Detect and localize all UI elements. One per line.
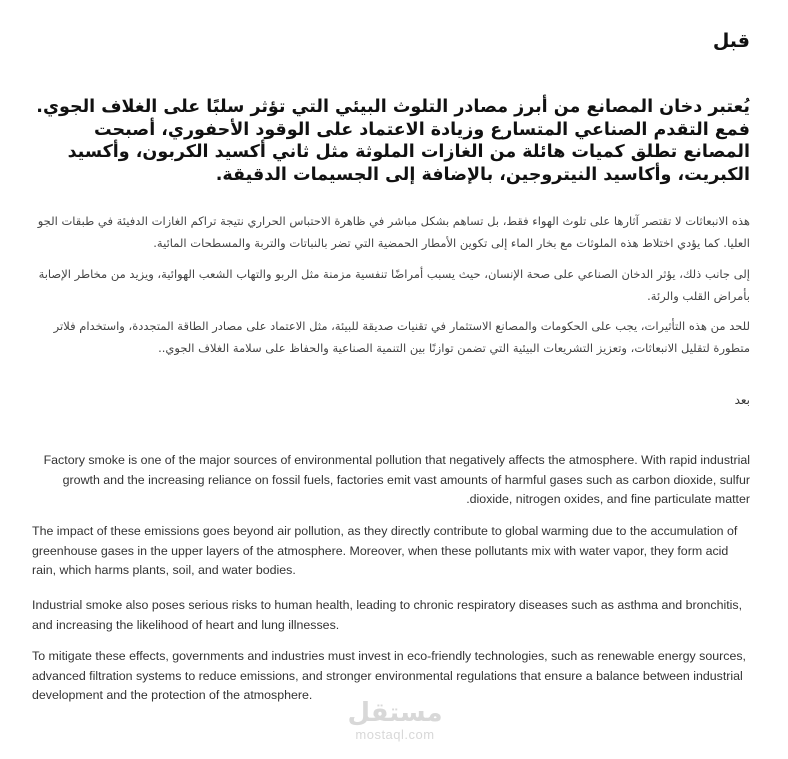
arabic-paragraph-2: إلى جانب ذلك، يؤثر الدخان الصناعي على صحة الإنسان، حيث يسبب أمراضًا تنفسية مزمنة مثل الربو والتهاب الشعب الهوائية، ويزيد من مخاطر الإصابة بأمراض القلب والرئة. xyxy=(38,267,750,303)
english-paragraph-1: Factory smoke is one of the major sources of environmental pollution that negatively affects the atmosphere. With rapid industrial growth and the increasing reliance on fossil fuels, factories emit vast amounts of harmful gases such as carbon dioxide, sulfur dioxide, nitrogen oxides, and fine particulate matter. xyxy=(43,453,750,506)
english-paragraph-3: Industrial smoke also poses serious risks to human health, leading to chronic respiratory diseases such as asthma and bronchitis, and increasing the likelihood of heart and lung illnesses. xyxy=(32,598,743,632)
before-label: قبل xyxy=(712,30,750,52)
after-label: بعد xyxy=(734,393,750,407)
arabic-lead-paragraph: يُعتبر دخان المصانع من أبرز مصادر التلوث البيئي التي تؤثر سلبًا على الغلاف الجوي. فمع التقدم الصناعي المتسارع وزيادة الاعتماد على الوقود الأحفوري، أصبحت المصانع تطلق كميات هائلة من الغازات الملوثة مثل ثاني أكسيد الكربون، وأكسيد الكبريت، وأكاسيد النيتروجين، بالإضافة إلى الجسيمات الدقيقة. xyxy=(36,97,750,185)
watermark-domain: mostaql.com xyxy=(355,727,435,742)
mostaql-watermark xyxy=(340,698,450,742)
english-paragraph-4: To mitigate these effects, governments and industries must invest in eco-friendly technologies, such as renewable energy sources, advanced filtration systems to reduce emissions, and stronger environmental regulations that ensure a balance between industrial development and the protection of the atmosphere. xyxy=(32,649,746,702)
english-paragraph-2: The impact of these emissions goes beyond air pollution, as they directly contribute to global warming due to the accumulation of greenhouse gases in the upper layers of the atmosphere. Moreover, when these pollutants mix with water vapor, they form acid rain, which harms plants, soil, and water bodies. xyxy=(32,524,738,577)
arabic-paragraph-1: هذه الانبعاثات لا تقتصر آثارها على تلوث الهواء فقط، بل تساهم بشكل مباشر في ظاهرة الاحتباس الحراري نتيجة تراكم الغازات الدفيئة في طبقات الجو العليا. كما يؤدي اختلاط هذه الملوثات مع بخار الماء إلى تكوين الأمطار الحمضية التي تضر بالنباتات والتربة والمسطحات المائية. xyxy=(37,214,750,250)
arabic-paragraph-3: للحد من هذه التأثيرات، يجب على الحكومات والمصانع الاستثمار في تقنيات صديقة للبيئة، مثل الاعتماد على مصادر الطاقة المتجددة، واستخدام فلاتر متطورة لتقليل الانبعاثات، وتعزيز التشريعات البيئية التي تضمن توازنًا بين التنمية الصناعية والحفاظ على سلامة الغلاف الجوي.. xyxy=(53,319,750,355)
watermark-logo-text: مستقل xyxy=(347,698,443,728)
